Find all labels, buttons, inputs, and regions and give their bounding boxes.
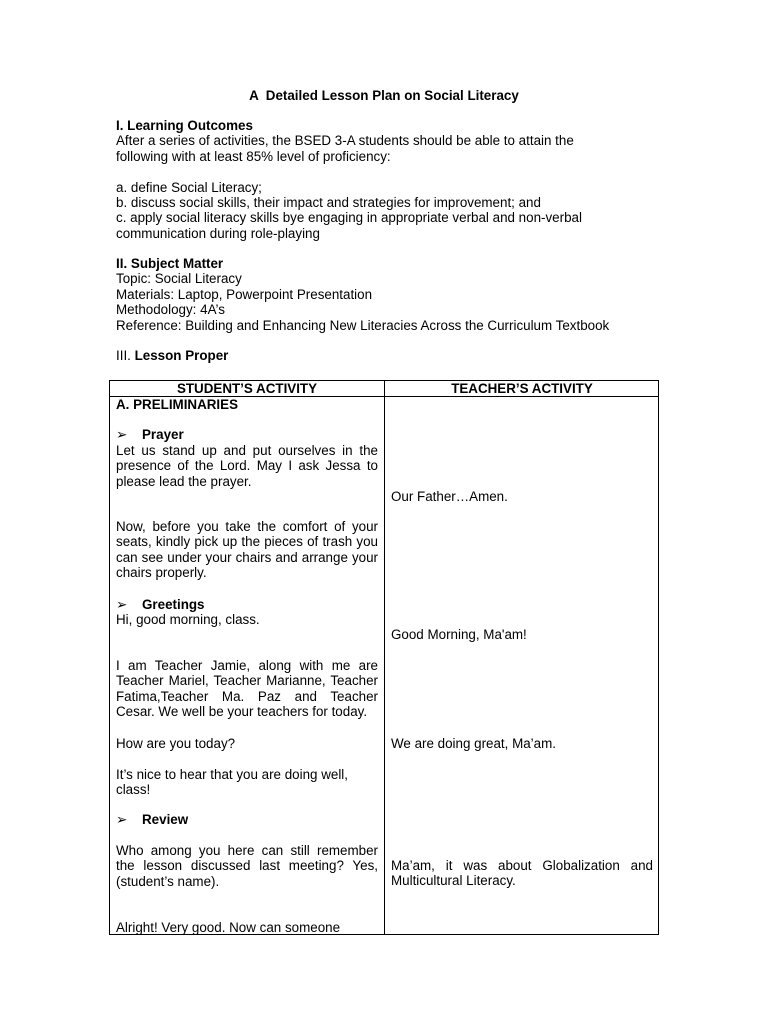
arrow-bullet-icon: ➢ — [116, 812, 128, 827]
outcome-item-a: a. define Social Literacy; — [116, 179, 262, 195]
how-are-you-text: How are you today? — [116, 736, 236, 751]
review-heading-row — [116, 812, 378, 827]
subject-matter-heading: II. Subject Matter — [116, 256, 224, 271]
learning-outcomes-heading: I. Learning Outcomes — [116, 118, 253, 133]
review-response: Ma’am, it was about Globalization and Multicultural Literacy. — [391, 858, 653, 889]
preliminaries-heading: A. PRELIMINARIES — [116, 397, 239, 412]
activity-table — [109, 380, 659, 935]
learning-outcomes-intro-line2: following with at least 85% level of proficiency: — [116, 148, 391, 164]
subject-reference: Reference: Building and Enhancing New Literacies Across the Curriculum Textbook — [116, 317, 610, 333]
learning-outcomes-section — [116, 118, 661, 241]
subject-methodology: Methodology: 4A’s — [116, 302, 225, 318]
column-divider — [384, 381, 385, 934]
outcome-item-b: b. discuss social skills, their impact and strategies for improvement; and — [116, 195, 541, 211]
arrow-bullet-icon: ➢ — [116, 597, 128, 612]
greetings-text: Hi, good morning, class. — [116, 612, 260, 627]
lesson-proper-section — [116, 348, 661, 363]
subject-matter-section — [116, 256, 661, 333]
greetings-heading: Greetings — [142, 597, 205, 612]
how-are-you-response: We are doing great, Ma’am. — [391, 736, 556, 751]
closing-partial-text: Alright! Very good. Now can someone — [116, 920, 341, 935]
outcome-item-c-line1: c. apply social literacy skills bye engaging in appropriate verbal and non-verbal — [116, 210, 582, 226]
student-activity-header: STUDENT’S ACTIVITY — [176, 381, 318, 396]
subject-topic: Topic: Social Literacy — [116, 271, 242, 287]
outcome-item-c-line2: communication during role-playing — [116, 225, 320, 241]
review-heading: Review — [142, 812, 189, 827]
teacher-introduction-text: I am Teacher Jamie, along with me are Teacher Mariel, Teacher Marianne, Teacher Fatima,Teacher Ma. Paz and Teacher Cesar. We well be your teachers for today. — [116, 658, 378, 720]
arrow-bullet-icon: ➢ — [116, 427, 128, 442]
teacher-activity-header: TEACHER’S ACTIVITY — [451, 381, 593, 396]
nice-to-hear-text: It’s nice to hear that you are doing well, class! — [116, 767, 348, 798]
lesson-proper-heading: Lesson Proper — [134, 348, 229, 363]
greetings-heading-row — [116, 597, 378, 612]
prayer-response: Our Father…Amen. — [391, 489, 508, 504]
subject-materials: Materials: Laptop, Powerpoint Presentation — [116, 286, 373, 302]
learning-outcomes-intro-line1: After a series of activities, the BSED 3-A students should be able to attain the — [116, 133, 574, 149]
lesson-proper-heading-line — [116, 348, 661, 363]
prayer-text: Let us stand up and put ourselves in the presence of the Lord. May I ask Jessa to please lead the prayer. — [116, 443, 378, 489]
greetings-response: Good Morning, Ma'am! — [391, 627, 527, 642]
trash-instruction-text: Now, before you take the comfort of your seats, kindly pick up the pieces of trash you can see under your chairs and arrange your chairs properly. — [116, 519, 378, 581]
lesson-proper-prefix: III. — [116, 348, 135, 363]
prayer-heading-row — [116, 427, 378, 442]
review-question-text: Who among you here can still remember the lesson discussed last meeting? Yes, (student’s name). — [116, 843, 378, 889]
prayer-heading: Prayer — [142, 427, 184, 442]
document-title: A Detailed Lesson Plan on Social Literacy — [249, 88, 519, 103]
